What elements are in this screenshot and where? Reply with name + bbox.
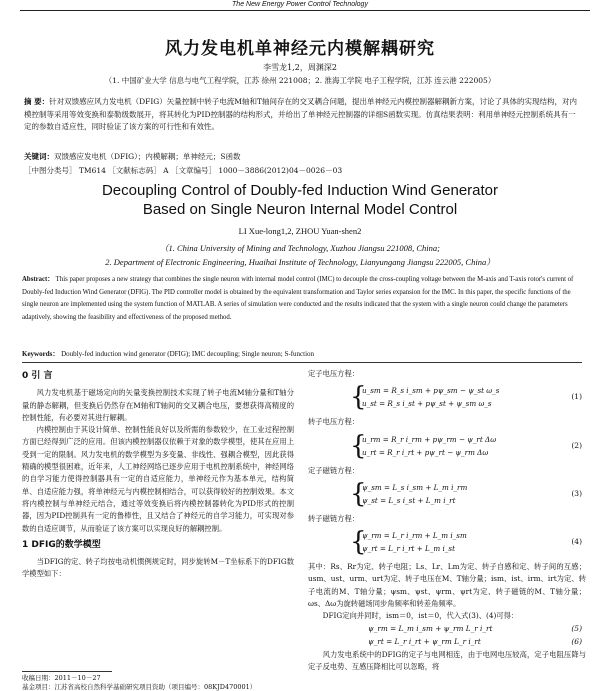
- equation-3-line-2: ψ_st = L_s i_st + L_m i_rt: [362, 495, 456, 505]
- equation-1-number: (1): [571, 392, 582, 402]
- equation-4-number: (4): [571, 537, 582, 547]
- section-0-heading: 0 引 言: [22, 371, 53, 381]
- equation-2-line-1: u_rm = R_r i_rm + pψ_rm − ψ_rt Δω: [362, 434, 497, 444]
- title-chinese: 风力发电机单神经元内模解耦研究: [165, 39, 435, 59]
- intro-paragraph-1: 风力发电机基于磁场定向的矢量变换控制技术实现了转子电流M轴分量和T轴分量的静态解耦，但变换后仍然存在M轴和T轴间的交叉耦合电压，要想获得高精度的控制性能，有必要对其进行解耦。: [22, 388, 294, 422]
- brace-2: {: [350, 430, 367, 461]
- footnote: [22, 674, 294, 691]
- stator-flux-label: 定子磁链方程：: [308, 465, 360, 475]
- equation-5-body: ψ_rm = L_m i_sm + ψ_rm L_r i_rt: [368, 623, 493, 633]
- right-column: [308, 366, 586, 673]
- section-rule: [22, 362, 582, 363]
- right-tail-paragraph: 风力发电系统中的DFIG的定子与电网相连，由于电网电压较高，定子电阻压降与定子反电势、互感压降相比可以忽略，将: [308, 649, 586, 671]
- journal-header: The New Energy Power Control Technology: [232, 1, 368, 8]
- equation-5: [308, 623, 586, 636]
- section-1-heading: 1 DFIG的数学模型: [22, 539, 101, 550]
- intro-paragraph-2: 内模控制由于其设计简单、控制性能良好以及所需的参数较少，在工业过程控制方面已经得到广泛的应用。但该内模控制器仅依赖于对象的数学模型，使其在应用上受到一定的限制。风力发电机的数学模型为多变量、非线性、强耦合模型，因此获得精确的模型很困难，近年来，人工神经网络已逐步应用于电机控制系统中，神经网络的自学习能力使得控制器具有一定的自适应能力，单神经元作为基本单元，结构简单、自适应能力强，将单神经元与内模控制相结合，可以获得较好的控制效果。本文将内模控制与单神经元结合，通过等效变换后将内模控制器转化为PID形式的控制器，因为PID控制具有一定的鲁棒性，且又结合了神经元的自学习能力，可实现对参数的自适应调节，从而验证了该方案可以实现良好的解耦控制。: [22, 425, 294, 533]
- classification-line: ［中图分类号］ TM614 ［文献标志码］ A ［文章编号］ 1000－3886(2012)04－0026－03: [24, 166, 343, 175]
- header-rule: [20, 10, 590, 11]
- equation-3-line-1: ψ_sm = L_s i_sm + L_m i_rm: [362, 482, 468, 492]
- brace-1: {: [350, 382, 367, 413]
- affiliations-chinese: （1. 中国矿业大学 信息与电气工程学院，江苏 徐州 221008；2. 淮海工学院 电子工程学院，江苏 连云港 222005）: [104, 76, 496, 85]
- title-english-line-2: Based on Single Neuron Internal Model Control: [142, 201, 458, 218]
- equation-1-line-2: u_st = R_s i_st + pψ_st + ψ_sm ω_s: [362, 399, 492, 409]
- footnote-received: 收稿日期：2011－10－27: [22, 674, 101, 682]
- affiliations-english: [0, 241, 600, 269]
- equation-1: [308, 382, 586, 412]
- rotor-voltage-label: 转子电压方程：: [308, 417, 360, 427]
- equation-2-line-2: u_rt = R_r i_rt + pψ_rt − ψ_rm Δω: [362, 447, 489, 457]
- model-paragraph-1: 当DFIG的定、转子均按电动机惯例规定时，同步旋转M－T坐标系下的DFIG数学模型如下：: [22, 557, 294, 579]
- keywords-english-label: Keywords：: [22, 350, 60, 358]
- equation-4-line-2: ψ_rt = L_r i_rt + L_m i_st: [362, 544, 455, 554]
- equation-1-line-1: u_sm = R_s i_sm + pψ_sm − ψ_st ω_s: [362, 386, 500, 396]
- equation-6-body: ψ_rt = L_r i_rt + ψ_rm L_r i_rt: [368, 636, 481, 646]
- rotor-flux-label: 转子磁链方程：: [308, 513, 360, 523]
- keywords-english: [22, 349, 582, 359]
- equation-4-line-1: ψ_rm = L_r i_rm + L_m i_sm: [362, 531, 467, 541]
- footnote-rule: [22, 671, 112, 672]
- equation-5-number: (5): [571, 623, 582, 633]
- equation-2: [308, 431, 586, 461]
- abstract-chinese-text: 针对双馈感应风力发电机（DFIG）矢量控制中转子电流M轴和T轴间存在的交叉耦合问题，提出单神经元内模控制器解耦新方案，讨论了具体的实现结构，对内模控制等采用等效变换和泰勒级数展开，将其转化为PID控制器的结构形式，并给出了单神经元控制器的详细S函数实现。仿真结果表明：利用单神经元控制系统具有一定的参数自适应性，同时验证了该方案的可行性和有效性。: [24, 97, 577, 131]
- equation-2-number: (2): [571, 440, 582, 450]
- left-column: [22, 366, 294, 581]
- variables-explanation: 其中：Rs、Rr为定、转子电阻；Ls、Lr、Lm为定、转子自感和定、转子间的互感；usm、ust、urm、urt为定、转子电压在M、T轴分量；ism、ist、irm、irt为定、转子电流的M、T轴分量；ψsm、ψst、ψrm、ψrt为定、转子磁链的M、T轴分量；ωs、Δω为旋转磁场同步角频率和转差角频率。: [308, 562, 586, 609]
- brace-4: {: [350, 527, 367, 558]
- keywords-english-text: Doubly-fed induction wind generator (DFIG); IMC decoupling; Single neuron; S-function: [61, 350, 315, 358]
- equation-6-number: (6): [571, 636, 582, 646]
- keywords-chinese-text: 双馈感应发电机（DFIG）；内模解耦；单神经元；S函数: [54, 152, 241, 161]
- orientation-text: DFIG定向并同时，ism＝0，ist＝0，代入式(3)、(4)可得：: [322, 611, 519, 621]
- authors-chinese: 李雪龙1,2，周渊深2: [263, 63, 337, 72]
- stator-voltage-label: 定子电压方程：: [308, 369, 360, 378]
- equation-3: [308, 479, 586, 509]
- equation-6: [308, 636, 586, 649]
- abstract-chinese: [24, 96, 580, 134]
- authors-english: LI Xue-long1,2, ZHOU Yuan-shen2: [238, 226, 362, 236]
- title-english-line-1: Decoupling Control of Doubly-fed Induction Wind Generator: [101, 182, 499, 199]
- footnote-fund: 基金项目：江苏省高校自然科学基础研究项目资助（项目编号：08KJD470001）: [22, 683, 257, 691]
- equation-3-number: (3): [571, 488, 582, 498]
- keywords-chinese: [24, 151, 580, 162]
- abstract-english-label: Abstract：: [22, 276, 55, 283]
- abstract-chinese-label: 摘 要：: [24, 97, 50, 106]
- affiliation-english-2: 2. Department of Electronic Engineering, Huaihai Institute of Technology, Lianyungang Jiangsu 222005, China）: [105, 257, 495, 267]
- brace-3: {: [350, 478, 367, 509]
- abstract-english: [22, 274, 582, 324]
- keywords-chinese-label: 关键词：: [24, 152, 54, 161]
- affiliation-english-1: （1. China University of Mining and Technology, Xuzhou Jiangsu 221008, China;: [160, 243, 440, 253]
- abstract-english-text: This paper proposes a new strategy that combines the single neuron with internal model control (IMC) to decouple the cross-coupling voltage between the M-axis and T-axis rotor's current of Doubly-fed Induction Wind Generator (DFIG). The PID controller model is obtained by the equivalent transformation and Taylor series expansion for the IMC. In this paper, the specific functions of the single neuron are implemented using the system function of MATLAB. A series of simulation were conducted and the results indicated that the system with a single neuron could change the parameters adaptively, showing the feasibility and effectiveness of the proposed method.: [22, 276, 574, 321]
- title-english: [0, 181, 600, 219]
- equation-4: [308, 527, 586, 557]
